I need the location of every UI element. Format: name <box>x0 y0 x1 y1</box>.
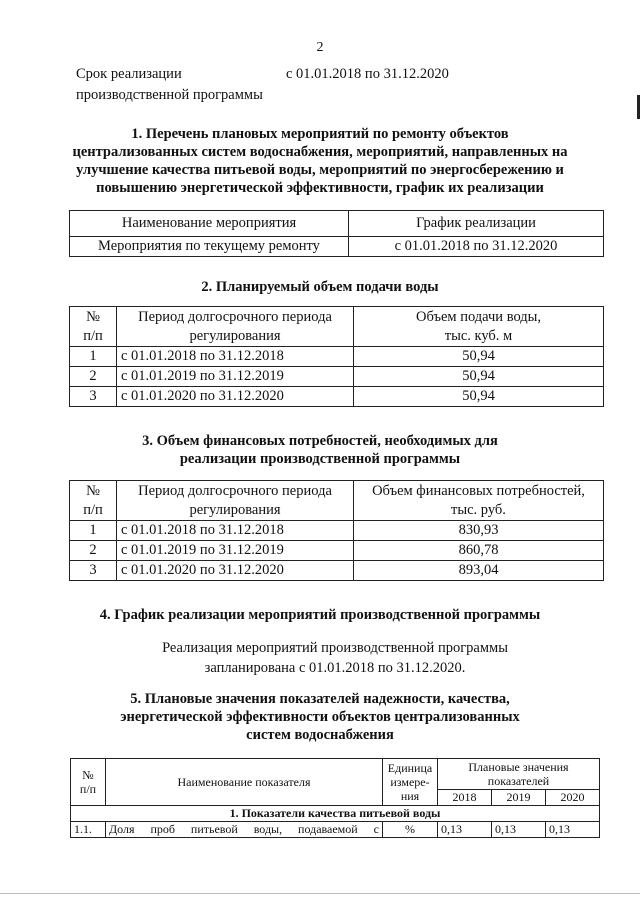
row-indicator-name <box>106 822 383 838</box>
section3-header-num <box>70 481 117 521</box>
header-line: Период долгосрочного периода <box>138 308 332 325</box>
header-line: измере- <box>390 775 430 789</box>
table-row <box>71 822 600 838</box>
table-row <box>70 367 604 387</box>
implementation-period-value: с 01.01.2018 по 31.12.2020 <box>286 66 449 82</box>
table-row <box>70 237 604 257</box>
section3-title-line: 3. Объем финансовых потребностей, необходимых для <box>142 433 498 449</box>
row-period: с 01.01.2020 по 31.12.2020 <box>117 561 354 581</box>
header-line: Плановые значения <box>468 760 569 774</box>
section1-cell-name: Мероприятия по текущему ремонту <box>70 237 349 257</box>
row-period: с 01.01.2019 по 31.12.2019 <box>117 541 354 561</box>
row-number: 2 <box>70 367 117 387</box>
implementation-period-label-line2: производственной программы <box>76 87 263 103</box>
header-line: тыс. куб. м <box>444 327 513 344</box>
section5-group-title: 1. Показатели качества питьевой воды <box>71 806 600 822</box>
header-line: Единица <box>387 761 433 775</box>
section5-header-unit <box>383 759 438 806</box>
section5-title <box>40 690 600 744</box>
section5-header-name: Наименование показателя <box>106 759 383 806</box>
row-period: с 01.01.2019 по 31.12.2019 <box>117 367 354 387</box>
section4-title: 4. График реализации мероприятий производственной программы <box>99 607 541 623</box>
header-line: п/п <box>83 327 103 344</box>
section4-text-line: запланирована с 01.01.2018 по 31.12.2020. <box>204 660 466 676</box>
header-line: № <box>86 308 100 325</box>
row-value-2019: 0,13 <box>492 822 546 838</box>
header-line: п/п <box>83 501 103 518</box>
page-number: 2 <box>316 40 324 55</box>
section5-table <box>70 758 600 838</box>
section1-title-line: повышению энергетической эффективности, график их реализации <box>96 180 544 196</box>
header-line: № <box>86 482 100 499</box>
section1-table <box>69 210 604 257</box>
header-line: Объем подачи воды, <box>415 308 542 325</box>
section1-title-line: улучшение качества питьевой воды, мероприятий по энергосбережению и <box>76 162 564 178</box>
section1-header-name: Наименование мероприятия <box>70 211 349 237</box>
section1-cell-schedule: с 01.01.2018 по 31.12.2020 <box>349 237 604 257</box>
section5-title-line: систем водоснабжения <box>246 727 394 743</box>
indicator-word: с <box>373 822 379 836</box>
section2-header-period <box>117 307 354 347</box>
section5-header-year: 2019 <box>492 790 546 806</box>
section1-title-line: централизованных систем водоснабжения, мероприятий, направленных на <box>72 144 568 160</box>
table-row <box>70 347 604 367</box>
section2-title: 2. Планируемый объем подачи воды <box>201 279 439 295</box>
row-period: с 01.01.2020 по 31.12.2020 <box>117 387 354 407</box>
row-value: 830,93 <box>354 521 604 541</box>
header-line: регулирования <box>189 501 281 518</box>
row-number: 1 <box>70 347 117 367</box>
scan-bottom-edge <box>0 893 640 894</box>
header-line: показателей <box>487 774 550 788</box>
section5-header-year: 2020 <box>546 790 600 806</box>
row-value-2018: 0,13 <box>438 822 492 838</box>
row-value: 893,04 <box>354 561 604 581</box>
row-value: 50,94 <box>354 367 604 387</box>
row-value: 860,78 <box>354 541 604 561</box>
indicator-word: воды, <box>253 822 283 836</box>
table-row <box>70 561 604 581</box>
row-number: 3 <box>70 561 117 581</box>
section1-header-schedule: График реализации <box>349 211 604 237</box>
row-value-2020: 0,13 <box>546 822 600 838</box>
row-value: 50,94 <box>354 347 604 367</box>
section4-text <box>40 638 630 678</box>
header-line: ния <box>400 789 420 803</box>
section3-header-value <box>354 481 604 521</box>
header-line: п/п <box>79 782 97 796</box>
row-number: 1.1. <box>71 822 106 838</box>
header-line: регулирования <box>189 327 281 344</box>
row-period: с 01.01.2018 по 31.12.2018 <box>117 347 354 367</box>
row-number: 2 <box>70 541 117 561</box>
indicator-word: питьевой <box>190 822 238 836</box>
indicator-name-words <box>109 822 379 837</box>
section3-title <box>40 432 600 468</box>
indicator-word: проб <box>150 822 175 836</box>
row-number: 1 <box>70 521 117 541</box>
section3-title-line: реализации производственной программы <box>179 451 461 467</box>
section5-title-line: 5. Плановые значения показателей надежности, качества, <box>130 691 510 707</box>
section3-table <box>69 480 604 581</box>
table-row <box>70 541 604 561</box>
implementation-period-label-line1: Срок реализации <box>76 66 182 82</box>
section4-text-line: Реализация мероприятий производственной программы <box>162 640 508 656</box>
section2-table <box>69 306 604 407</box>
header-line: Период долгосрочного периода <box>138 482 332 499</box>
table-row <box>70 387 604 407</box>
header-line: № <box>82 768 94 782</box>
section2-header-value <box>354 307 604 347</box>
section3-header-period <box>117 481 354 521</box>
section5-header-planned <box>438 759 600 790</box>
row-number: 3 <box>70 387 117 407</box>
row-value: 50,94 <box>354 387 604 407</box>
table-row <box>70 521 604 541</box>
section5-header-year: 2018 <box>438 790 492 806</box>
section1-title <box>40 125 600 197</box>
row-unit: % <box>383 822 438 838</box>
indicator-word: подаваемой <box>298 822 358 836</box>
section5-header-num <box>71 759 106 806</box>
section5-title-line: энергетической эффективности объектов централизованных <box>120 709 520 725</box>
section2-header-num <box>70 307 117 347</box>
indicator-word: Доля <box>109 822 135 836</box>
section1-title-line: 1. Перечень плановых мероприятий по ремонту объектов <box>131 126 509 142</box>
header-line: Объем финансовых потребностей, <box>372 482 585 499</box>
row-period: с 01.01.2018 по 31.12.2018 <box>117 521 354 541</box>
header-line: тыс. руб. <box>451 501 506 518</box>
implementation-period-label <box>76 64 296 106</box>
